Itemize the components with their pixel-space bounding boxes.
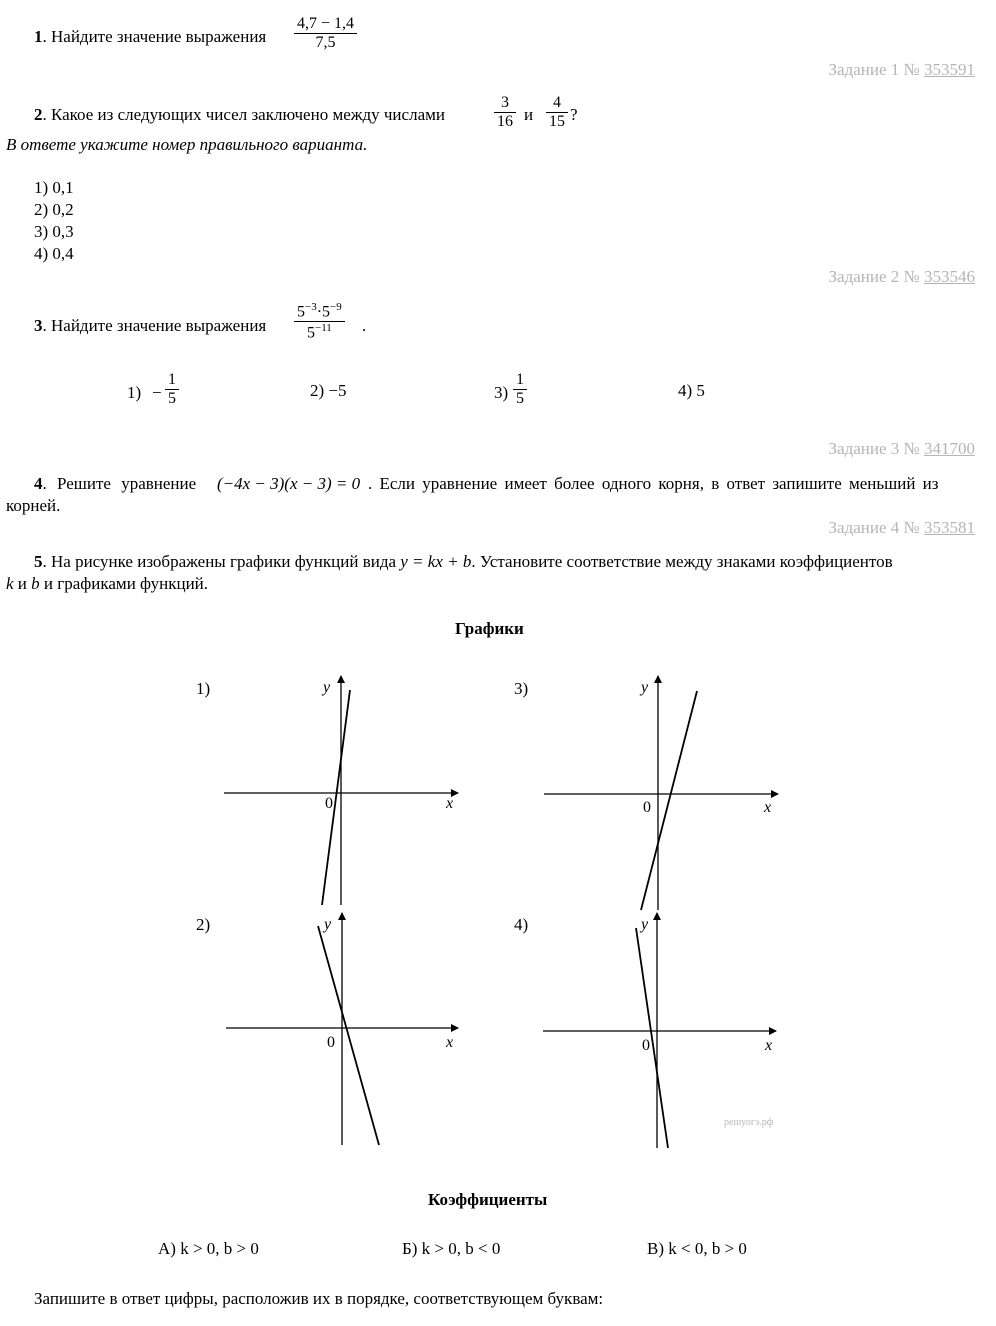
graph-3-label: 3) (514, 679, 529, 698)
graph-4-label: 4) (514, 915, 529, 934)
coeff-a: А) k > 0, b > 0 (158, 1239, 259, 1258)
q1-fraction: 4,7 − 1,4 7,5 (294, 15, 357, 52)
q2-fraction-1: 3 16 (494, 94, 516, 131)
q4-equation: (−4x − 3)(x − 3) = 0 (217, 474, 361, 493)
q3-period: . (362, 316, 367, 335)
q3-option-1-label: 1) (127, 383, 142, 402)
q3-option-3-fraction: 1 5 (513, 371, 527, 408)
q5-number: 5 (34, 552, 43, 571)
graph-4 (514, 913, 776, 1148)
graph-2-origin: 0 (327, 1034, 335, 1051)
q3-option-2: 2) −5 (310, 381, 347, 400)
graph-2 (196, 913, 458, 1145)
q5-line-2: k и b и графиками функций. (6, 574, 209, 593)
q3-text: 3. Найдите значение выражения (34, 316, 267, 335)
q3-task-ref: Задание 3 № 341700 (828, 439, 975, 458)
q3-option-4: 4) 5 (678, 381, 705, 400)
q4-line-1: 4. Решите уравнение (34, 474, 197, 493)
q1-number: 1 (34, 27, 43, 46)
q1-task-link[interactable]: 353591 (924, 60, 975, 79)
q4-task-link[interactable]: 353581 (924, 518, 975, 537)
graph-3-x-label: x (764, 799, 772, 816)
q2-qmark: ? (570, 105, 578, 124)
q5-footer: Запишите в ответ цифры, расположив их в порядке, соответствующем буквам: (34, 1289, 604, 1308)
q2-option-3: 3) 0,3 (34, 222, 74, 241)
q3-option-1-fraction: 1 5 (165, 371, 179, 408)
q1-task-ref: Задание 1 № 353591 (828, 60, 975, 79)
q3-option-3-label: 3) (494, 383, 509, 402)
graph-1-y-label: y (323, 679, 331, 696)
q2-option-4: 4) 0,4 (34, 244, 74, 263)
q1-text: 1. Найдите значение выражения (34, 27, 267, 46)
q3-fraction: $5^{-3}\cdot 5^{-9}$ $5^{-11}$ (294, 301, 345, 343)
graph-2-y-label: y (324, 916, 332, 933)
watermark: решуогэ.рф (724, 1117, 774, 1128)
graph-3-origin: 0 (643, 799, 651, 816)
q2-instruction: В ответе укажите номер правильного варианта. (6, 135, 368, 154)
q2-task-ref: Задание 2 № 353546 (828, 267, 975, 286)
q2-text: 2. Какое из следующих чисел заключено между числами (34, 105, 445, 124)
graph-1-label: 1) (196, 679, 211, 698)
coeff-v: В) k < 0, b > 0 (647, 1239, 747, 1258)
coeffs-title: Коэффициенты (428, 1190, 548, 1209)
q3-number: 3 (34, 316, 43, 335)
q2-option-1: 1) 0,1 (34, 178, 74, 197)
graph-4-x-label: x (765, 1037, 773, 1054)
graph-4-origin: 0 (642, 1037, 650, 1054)
graph-1-origin: 0 (325, 795, 333, 812)
q2-number: 2 (34, 105, 43, 124)
q2-fraction-2: 4 15 (546, 94, 568, 131)
q2-option-2: 2) 0,2 (34, 200, 74, 219)
q2-and: и (524, 105, 534, 124)
graph-1-x-label: x (446, 795, 454, 812)
graph-2-label: 2) (196, 915, 211, 934)
graphs-title: Графики (455, 619, 524, 638)
q3-option-1-sign: − (152, 383, 162, 402)
q3-task-link[interactable]: 341700 (924, 439, 975, 458)
graph-1 (196, 676, 458, 905)
graph-4-line (636, 928, 668, 1148)
coeff-b: Б) k > 0, b < 0 (402, 1239, 501, 1258)
q4-number: 4 (34, 474, 43, 493)
q5-line-1: 5. На рисунке изображены графики функций вида y = kx + b. Установите соответствие между знаками коэффициентов (34, 552, 893, 571)
q4-line-1-rest: . Если уравнение имеет более одного корня, в ответ запишите меньший из (368, 474, 939, 493)
graph-4-y-label: y (641, 916, 649, 933)
q2-task-link[interactable]: 353546 (924, 267, 975, 286)
q5-formula: y = kx + b (400, 552, 472, 571)
q4-line-2: корней. (6, 496, 61, 515)
graph-3-y-label: y (641, 679, 649, 696)
q4-task-ref: Задание 4 № 353581 (828, 518, 975, 537)
graph-2-x-label: x (446, 1034, 454, 1051)
graph-3 (514, 676, 778, 910)
